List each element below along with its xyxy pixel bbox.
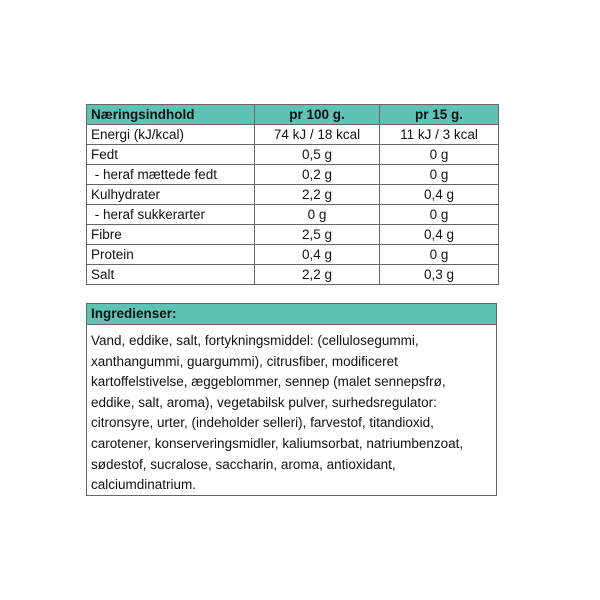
value-per100: 2,2 g (255, 265, 380, 285)
ingredients-line: carotener, konserveringsmidler, kaliumsorbat, natriumbenzoat, (91, 435, 464, 451)
nutrition-header-row (87, 105, 499, 125)
nutrition-table (86, 104, 499, 285)
value-per15: 11 kJ / 3 kcal (380, 125, 499, 145)
value-per15: 0,4 g (380, 225, 499, 245)
nutrient-label: Energi (kJ/kcal) (87, 125, 255, 145)
ingredients-line: kartoffelstivelse, æggeblommer, sennep (malet sennepsfrø, (91, 374, 446, 390)
ingredients-text (87, 325, 496, 496)
table-row (87, 185, 499, 205)
ingredients-line: calciumdinatrium. (91, 477, 197, 493)
nutrition-header-per15: pr 15 g. (380, 105, 499, 125)
value-per15: 0 g (380, 245, 499, 265)
ingredients-title: Ingredienser: (87, 304, 496, 325)
nutrient-label: Salt (87, 265, 255, 285)
ingredients-line: Vand, eddike, salt, fortykningsmiddel: (cellulosegummi, (91, 333, 419, 348)
nutrient-label: - heraf sukkerarter (87, 205, 255, 225)
nutrient-label: - heraf mættede fedt (87, 165, 255, 185)
value-per15: 0,4 g (380, 185, 499, 205)
value-per100: 0,5 g (255, 145, 380, 165)
value-per100: 2,2 g (255, 185, 380, 205)
table-row (87, 205, 499, 225)
table-row (87, 245, 499, 265)
nutrition-header-label: Næringsindhold (87, 105, 255, 125)
value-per100: 2,5 g (255, 225, 380, 245)
table-row (87, 265, 499, 285)
value-per15: 0 g (380, 145, 499, 165)
ingredients-line: eddike, salt, aroma), vegetabilsk pulver, surhedsregulator: (91, 394, 437, 410)
nutrient-label: Fibre (87, 225, 255, 245)
value-per15: 0 g (380, 205, 499, 225)
ingredients-box (86, 303, 497, 496)
value-per100: 74 kJ / 18 kcal (255, 125, 380, 145)
ingredients-line: sødestof, sucralose, saccharin, aroma, antioxidant, (91, 456, 396, 472)
nutrient-label: Protein (87, 245, 255, 265)
table-row (87, 125, 499, 145)
value-per100: 0,4 g (255, 245, 380, 265)
ingredients-line: citronsyre, urter, (indeholder selleri), farvestof, titandioxid, (91, 415, 434, 431)
table-row (87, 145, 499, 165)
value-per15: 0 g (380, 165, 499, 185)
value-per100: 0 g (255, 205, 380, 225)
nutrient-label: Kulhydrater (87, 185, 255, 205)
nutrition-header-per100: pr 100 g. (255, 105, 380, 125)
table-row (87, 165, 499, 185)
table-row (87, 225, 499, 245)
ingredients-line: xanthangummi, guargummi), citrusfiber, modificeret (91, 353, 398, 369)
value-per100: 0,2 g (255, 165, 380, 185)
value-per15: 0,3 g (380, 265, 499, 285)
nutrient-label: Fedt (87, 145, 255, 165)
